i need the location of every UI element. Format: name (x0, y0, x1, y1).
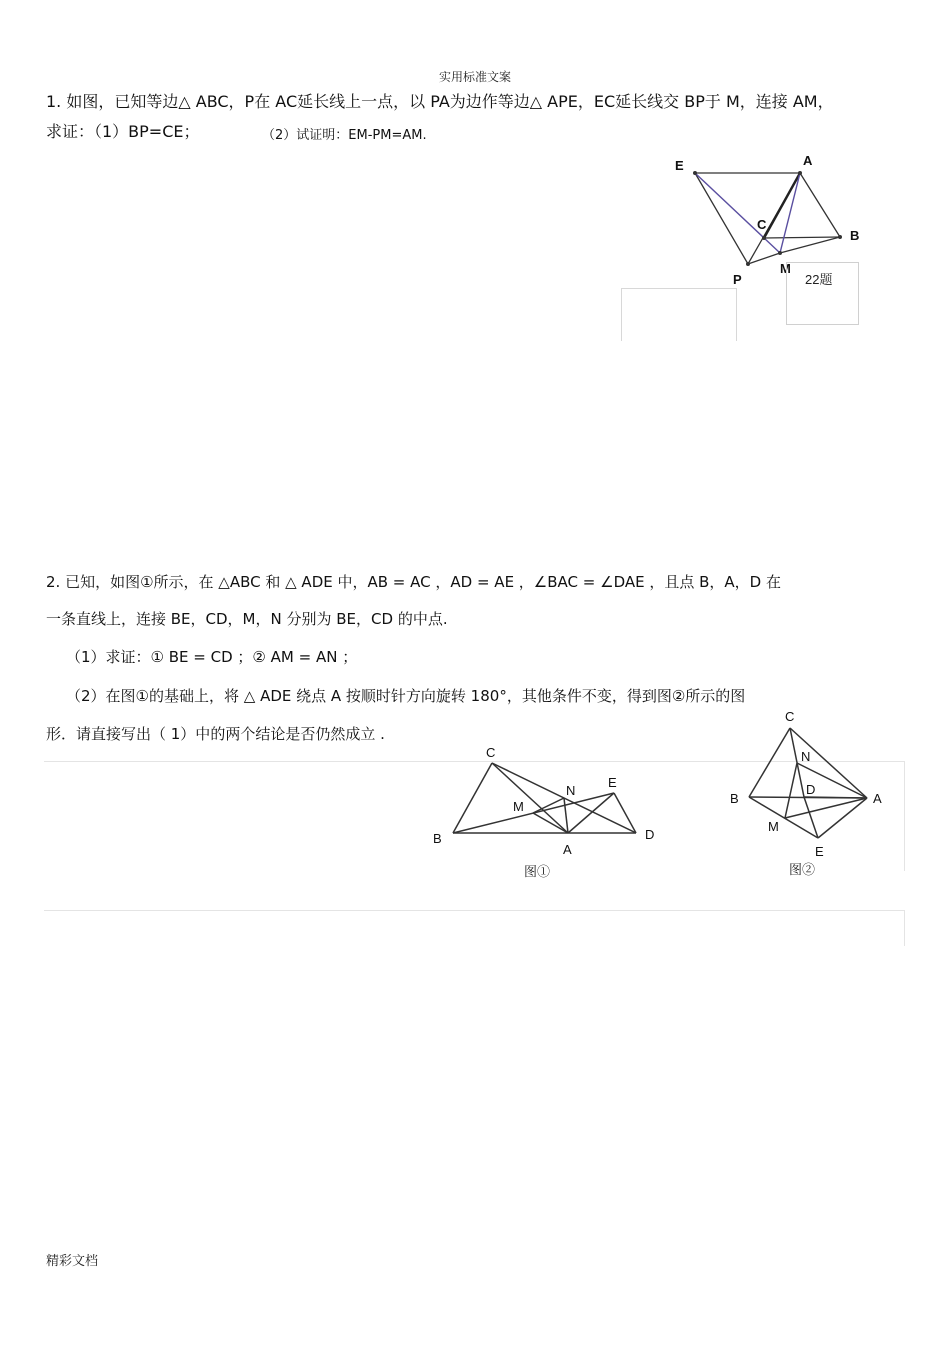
q2-line2: 一条直线上，连接 BE，CD，M，N 分别为 BE，CD 的中点. (46, 610, 448, 628)
page-footer: 精彩文档 (46, 1254, 99, 1269)
fig2-label-D: D (806, 782, 816, 797)
point-label-B: B (850, 228, 860, 243)
fig2-label-A: A (873, 791, 882, 806)
q2-line5: 形．请直接写出（ 1）中的两个结论是否仍然成立 . (46, 725, 385, 743)
segment-BE (749, 797, 818, 838)
fig1-label-B: B (433, 831, 442, 846)
fig2-label-N: N (801, 749, 811, 764)
fig2-label-E: E (815, 844, 824, 859)
fig2-caption: 图② (789, 862, 816, 877)
page-header: 实用标准文案 (438, 70, 511, 84)
fig2-label-C: C (785, 709, 795, 724)
fig1-label-E: E (608, 775, 617, 790)
point-label-P: P (733, 272, 742, 287)
fig2-label-B: B (730, 791, 739, 806)
segment-BC (749, 728, 790, 797)
segment-DE (804, 797, 818, 838)
point-label-E: E (675, 158, 684, 173)
fig1-label-A: A (563, 842, 572, 857)
fig1-label-N: N (566, 783, 576, 798)
fig1-label-C: C (486, 745, 496, 760)
q1-line1: 1. 如图，已知等边△ ABC，P在 AC延长线上一点，以 PA为边作等边△ APE，EC延长线交 BP于 M，连接 AM， (46, 92, 834, 111)
fig1-label-D: D (645, 827, 655, 842)
fig1-caption: 图① (524, 864, 551, 879)
point-label-A: A (803, 153, 813, 168)
q2-line3: （1）求证：① BE = CD ；② AM = AN ； (66, 648, 358, 666)
q1-line2-part1: 求证：（1）BP=CE； (46, 122, 200, 141)
fig2-label-M: M (768, 819, 779, 834)
point-label-M: M (780, 261, 791, 276)
point-label-C: C (757, 217, 767, 232)
fig1-label-M: M (513, 799, 524, 814)
q2-line1: 2. 已知，如图①所示，在 △ABC 和 △ ADE 中，AB = AC ，AD = AE ，∠BAC = ∠DAE ，且点 B，A，D 在 (46, 573, 782, 591)
q2-line4: （2）在图①的基础上，将 △ ADE 绕点 A 按顺时针方向旋转 180°，其他条件不变，得到图②所示的图 (66, 687, 746, 705)
segment-MN (785, 763, 797, 818)
segment-DA (804, 797, 867, 798)
figure-caption-22: 22题 (805, 272, 833, 287)
q1-line2-part2: （2）试证明：EM-PM=AM. (262, 128, 427, 143)
